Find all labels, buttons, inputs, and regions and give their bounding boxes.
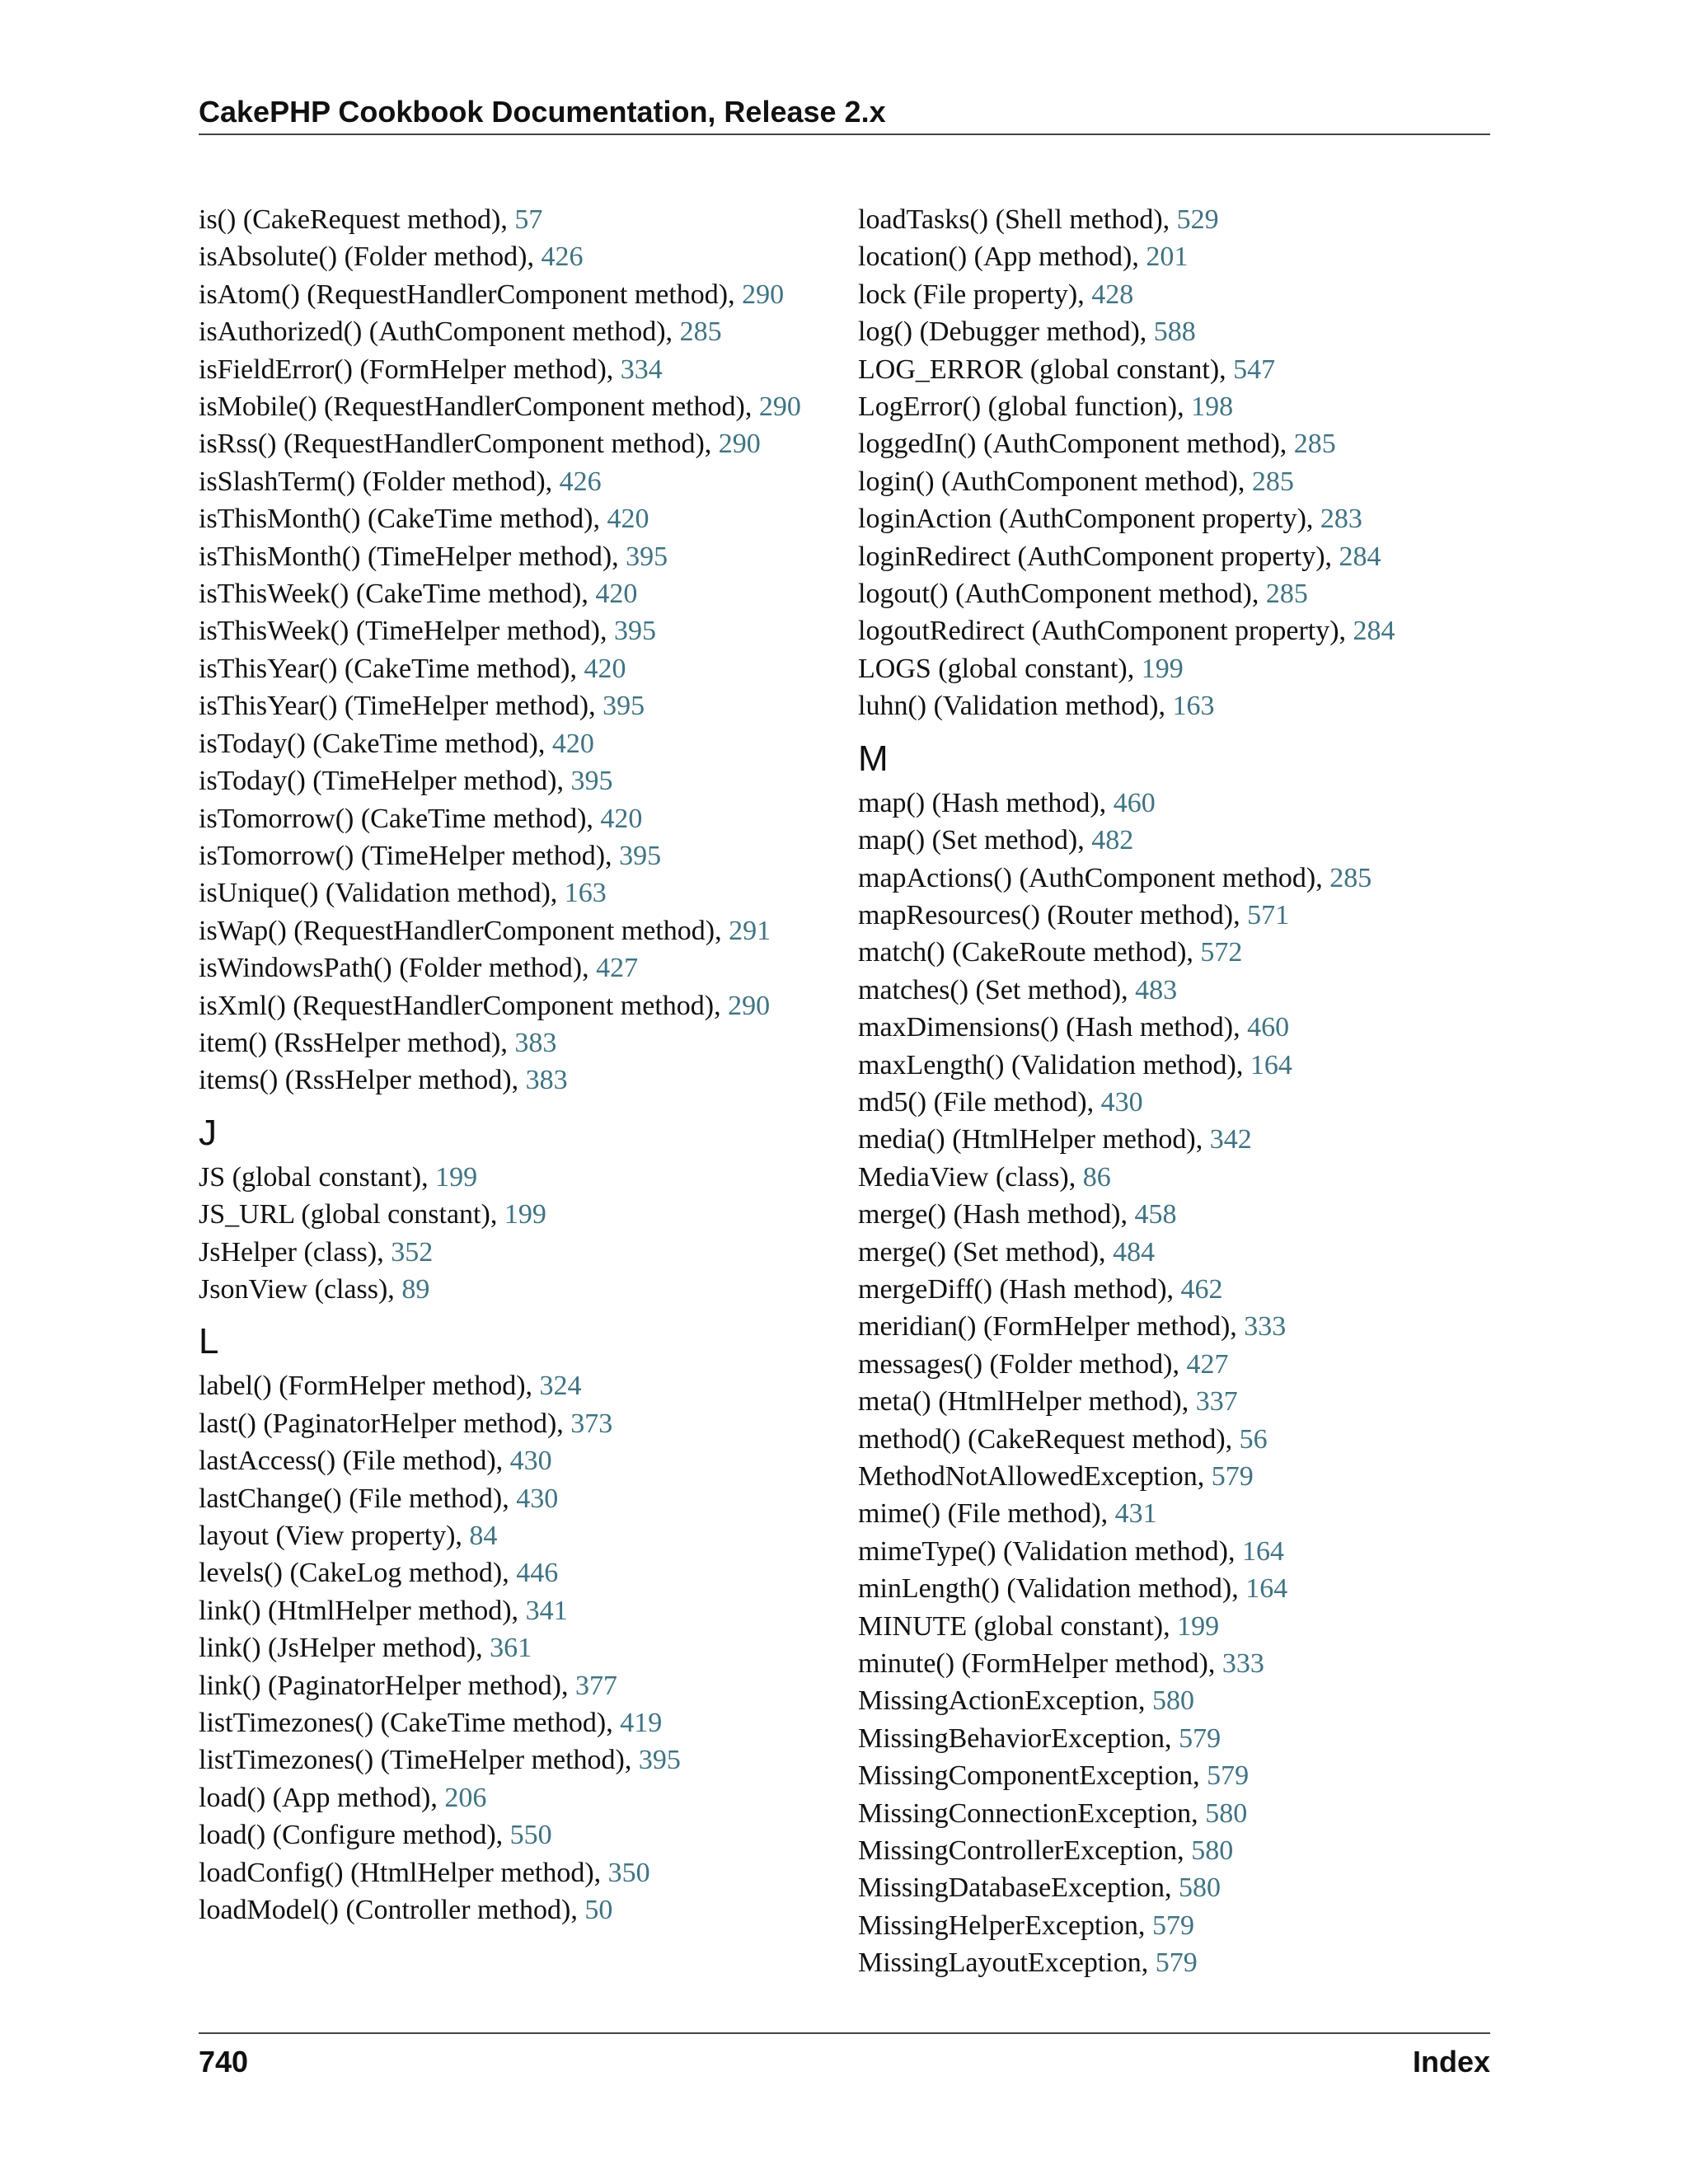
index-entry-term: isXml() (RequestHandlerComponent method),: [199, 990, 729, 1021]
index-entry-term: layout (View property),: [199, 1521, 470, 1551]
page-link[interactable]: 426: [559, 466, 602, 497]
index-entry-term: isUnique() (Validation method),: [199, 878, 565, 909]
index-entry-term: isThisMonth() (CakeTime method),: [199, 504, 607, 535]
page-link[interactable]: 458: [1134, 1199, 1177, 1230]
index-entry: [858, 1009, 1484, 1046]
page-link[interactable]: 484: [1113, 1236, 1156, 1268]
page-link[interactable]: 550: [509, 1820, 552, 1851]
index-column-right: [858, 201, 1484, 1982]
page-link[interactable]: 291: [729, 915, 771, 946]
index-letter-heading: M: [858, 738, 889, 779]
page-link[interactable]: 579: [1211, 1461, 1254, 1492]
index-entry-term: logoutRedirect (AuthComponent property),: [858, 616, 1353, 647]
page-link[interactable]: 50: [584, 1895, 613, 1926]
index-entry-term: isAuthorized() (AuthComponent method),: [199, 316, 680, 348]
index-entry: [858, 1907, 1484, 1944]
index-entry: [199, 201, 829, 238]
page-link[interactable]: 86: [1082, 1161, 1111, 1193]
index-entry: [858, 1832, 1484, 1869]
index-entry-term: map() (Hash method),: [858, 787, 1114, 818]
index-entry: [858, 1159, 1484, 1196]
index-entry-term: isMobile() (RequestHandlerComponent method),: [199, 391, 759, 423]
index-entry: [858, 1869, 1484, 1906]
page-link[interactable]: 284: [1353, 616, 1395, 647]
page-link[interactable]: 290: [742, 279, 785, 310]
index-entry-term: meridian() (FormHelper method),: [858, 1311, 1245, 1343]
page-number: 740: [199, 2045, 249, 2079]
index-entry: [199, 874, 829, 912]
page-link[interactable]: 580: [1179, 1872, 1221, 1904]
index-entry-term: MethodNotAllowedException,: [858, 1461, 1212, 1492]
index-entry-term: method() (CakeRequest method),: [858, 1423, 1240, 1455]
index-entry-term: md5() (File method),: [858, 1086, 1101, 1118]
index-entry: [199, 800, 829, 837]
index-entry-term: is() (CakeRequest method),: [199, 204, 515, 235]
index-entry-term: isFieldError() (FormHelper method),: [199, 354, 621, 385]
index-entry: [199, 1405, 829, 1442]
page-link[interactable]: 579: [1155, 1947, 1198, 1979]
index-entry-term: loginAction (AuthComponent property),: [858, 504, 1320, 535]
index-entry: [199, 463, 829, 500]
index-entry: [199, 1159, 829, 1196]
page-link[interactable]: 395: [619, 840, 662, 871]
index-entry: [858, 500, 1484, 537]
index-entry-term: items() (RssHelper method),: [199, 1065, 526, 1096]
page-link[interactable]: 428: [1091, 279, 1134, 310]
page-link[interactable]: 337: [1195, 1386, 1238, 1418]
index-entry: [199, 987, 829, 1024]
index-entry: [858, 1421, 1484, 1458]
index-entry: [199, 313, 829, 350]
page-link[interactable]: 547: [1233, 354, 1276, 385]
index-entry-term: label() (FormHelper method),: [199, 1371, 540, 1402]
index-entry-term: loginRedirect (AuthComponent property),: [858, 541, 1339, 572]
index-entry-term: isToday() (CakeTime method),: [199, 728, 552, 759]
page-link[interactable]: 446: [516, 1558, 559, 1589]
index-entry: [199, 1592, 829, 1629]
index-entry-term: levels() (CakeLog method),: [199, 1558, 517, 1589]
index-entry-term: loadConfig() (HtmlHelper method),: [199, 1857, 608, 1888]
page-link[interactable]: 341: [525, 1595, 568, 1626]
page-link[interactable]: 579: [1151, 1910, 1194, 1941]
index-entry: [858, 650, 1484, 687]
index-entry: [199, 725, 829, 762]
index-entry: [199, 1854, 829, 1891]
index-entry-term: loadTasks() (Shell method),: [858, 204, 1177, 235]
index-entry-term: mapActions() (AuthComponent method),: [858, 862, 1330, 893]
index-entry-term: logout() (AuthComponent method),: [858, 579, 1266, 610]
index-entry-term: matches() (Set method),: [858, 974, 1136, 1005]
index-entry-term: listTimezones() (TimeHelper method),: [199, 1745, 639, 1776]
index-entry-term: isTomorrow() (CakeTime method),: [199, 803, 601, 834]
page-link[interactable]: 350: [607, 1857, 650, 1888]
index-entry-term: location() (App method),: [858, 241, 1146, 273]
index-entry-term: isWap() (RequestHandlerComponent method),: [199, 915, 729, 946]
index-entry-term: isThisYear() (TimeHelper method),: [199, 691, 603, 722]
index-entry-term: merge() (Set method),: [858, 1236, 1114, 1268]
page-link[interactable]: 352: [391, 1236, 434, 1268]
index-entry-term: isAtom() (RequestHandlerComponent method),: [199, 279, 743, 310]
index-entry-term: meta() (HtmlHelper method),: [858, 1386, 1196, 1418]
index-entry-term: link() (PaginatorHelper method),: [199, 1670, 575, 1701]
page-link[interactable]: 283: [1320, 504, 1362, 535]
index-entry-term: MissingLayoutException,: [858, 1947, 1156, 1979]
index-entry-term: MissingActionException,: [858, 1685, 1152, 1717]
page-link[interactable]: 420: [595, 579, 638, 610]
page-link[interactable]: 580: [1191, 1835, 1234, 1867]
index-entry-term: JS (global constant),: [199, 1161, 436, 1193]
index-entry-term: MissingConnectionException,: [858, 1797, 1206, 1829]
index-entry-term: LogError() (global function),: [858, 391, 1192, 423]
index-entry-term: lastChange() (File method),: [199, 1483, 517, 1514]
index-entry: [199, 1024, 829, 1062]
index-entry: [858, 1795, 1484, 1832]
index-column-left: [199, 201, 829, 1929]
index-entry-term: isThisYear() (CakeTime method),: [199, 653, 584, 684]
page-link[interactable]: 383: [514, 1027, 557, 1058]
page-link[interactable]: 163: [1172, 691, 1215, 722]
index-entry-term: lastAccess() (File method),: [199, 1446, 510, 1477]
page-link[interactable]: 430: [509, 1446, 552, 1477]
page-link[interactable]: 164: [1245, 1573, 1288, 1605]
index-entry-term: load() (Configure method),: [199, 1820, 510, 1851]
index-entry: [858, 1682, 1484, 1719]
page-link[interactable]: 579: [1207, 1760, 1250, 1792]
page-link[interactable]: 529: [1176, 204, 1219, 235]
index-entry-term: isAbsolute() (Folder method),: [199, 241, 542, 273]
index-entry: [199, 1196, 829, 1233]
page-link[interactable]: 285: [679, 316, 722, 348]
index-entry-term: load() (App method),: [199, 1782, 445, 1813]
index-letter-heading: L: [199, 1321, 219, 1362]
page-link[interactable]: 199: [1177, 1610, 1220, 1642]
page-link[interactable]: 395: [570, 766, 613, 797]
page-link[interactable]: 426: [541, 241, 584, 273]
index-entry-term: map() (Set method),: [858, 825, 1092, 856]
index-entry-term: JsonView (class),: [199, 1273, 402, 1305]
index-entry-term: isRss() (RequestHandlerComponent method),: [199, 429, 719, 460]
page-link[interactable]: 430: [1100, 1086, 1143, 1118]
index-entry: [858, 425, 1484, 462]
page-link[interactable]: 89: [401, 1273, 430, 1305]
index-entry-term: MediaView (class),: [858, 1161, 1083, 1193]
page-link[interactable]: 206: [444, 1782, 487, 1813]
index-entry-term: log() (Debugger method),: [858, 316, 1154, 348]
index-entry: [858, 897, 1484, 934]
index-entry-term: minLength() (Validation method),: [858, 1573, 1246, 1605]
index-entry: [858, 1495, 1484, 1532]
index-entry: [858, 1720, 1484, 1757]
index-entry: [858, 1608, 1484, 1645]
page-link[interactable]: 290: [728, 990, 771, 1021]
page-link[interactable]: 199: [504, 1199, 546, 1230]
page-link[interactable]: 460: [1247, 1012, 1290, 1043]
index-entry-term: MissingControllerException,: [858, 1835, 1192, 1867]
index-entry: [199, 1704, 829, 1741]
page-link[interactable]: 334: [620, 354, 663, 385]
index-entry-term: MINUTE (global constant),: [858, 1610, 1178, 1642]
page-link[interactable]: 579: [1179, 1722, 1221, 1754]
page-link[interactable]: 483: [1135, 974, 1178, 1005]
index-entry-term: messages() (Folder method),: [858, 1348, 1187, 1380]
index-entry: [199, 612, 829, 649]
page-link[interactable]: 198: [1191, 391, 1234, 423]
index-entry: [858, 276, 1484, 313]
page-link[interactable]: 420: [584, 653, 626, 684]
index-entry: [858, 388, 1484, 425]
index-entry-term: maxLength() (Validation method),: [858, 1049, 1250, 1080]
index-entry: [199, 388, 829, 425]
index-entry: [199, 837, 829, 874]
index-entry: [858, 1533, 1484, 1570]
page-link[interactable]: 419: [620, 1708, 663, 1739]
index-entry: [199, 1816, 829, 1854]
index-entry: [199, 1271, 829, 1308]
index-entry-term: isThisWeek() (TimeHelper method),: [199, 616, 615, 647]
index-entry: [199, 762, 829, 799]
page-link[interactable]: 361: [490, 1633, 532, 1664]
index-entry: [199, 1554, 829, 1591]
page-link[interactable]: 420: [551, 728, 594, 759]
page-link[interactable]: 285: [1329, 862, 1372, 893]
index-letter-heading: J: [199, 1112, 217, 1153]
page-link[interactable]: 420: [600, 803, 643, 834]
page-link[interactable]: 430: [516, 1483, 559, 1514]
index-entry-term: last() (PaginatorHelper method),: [199, 1408, 571, 1439]
index-entry: [858, 313, 1484, 350]
page-link[interactable]: 342: [1209, 1124, 1252, 1155]
index-entry: [199, 1367, 829, 1404]
index-entry: [858, 1383, 1484, 1420]
index-entry: [199, 1779, 829, 1816]
page-link[interactable]: 462: [1180, 1273, 1223, 1305]
page-link[interactable]: 588: [1153, 316, 1196, 348]
index-entry-term: MissingComponentException,: [858, 1760, 1207, 1792]
index-entry-term: isToday() (TimeHelper method),: [199, 766, 571, 797]
page-link[interactable]: 420: [607, 504, 649, 535]
index-entry: [858, 1346, 1484, 1383]
index-entry: [199, 500, 829, 537]
index-entry-term: mime() (File method),: [858, 1498, 1115, 1530]
index-entry: [858, 1458, 1484, 1495]
index-entry: [858, 934, 1484, 971]
index-entry: [858, 1308, 1484, 1345]
index-entry-term: link() (JsHelper method),: [199, 1633, 490, 1664]
index-entry-term: MissingHelperException,: [858, 1910, 1152, 1941]
page-link[interactable]: 201: [1146, 241, 1189, 273]
page-link[interactable]: 199: [435, 1161, 478, 1193]
index-entry: [858, 1944, 1484, 1981]
index-entry-term: LOG_ERROR (global constant),: [858, 354, 1234, 385]
index-entry: [858, 238, 1484, 275]
page-link[interactable]: 482: [1091, 825, 1134, 856]
index-entry: [199, 1517, 829, 1554]
index-entry-term: maxDimensions() (Hash method),: [858, 1012, 1248, 1043]
index-entry-term: match() (CakeRoute method),: [858, 937, 1201, 968]
index-entry-term: mimeType() (Validation method),: [858, 1535, 1242, 1567]
index-entry: [199, 1442, 829, 1479]
index-entry-term: item() (RssHelper method),: [199, 1027, 515, 1058]
index-entry-term: mergeDiff() (Hash method),: [858, 1273, 1181, 1305]
index-entry: [858, 822, 1484, 859]
index-entry: [199, 238, 829, 275]
page-link[interactable]: 285: [1251, 466, 1294, 497]
page-link[interactable]: 395: [614, 616, 657, 647]
page-link[interactable]: 460: [1113, 787, 1156, 818]
index-entry: [858, 1121, 1484, 1158]
index-entry: [858, 351, 1484, 388]
index-entry-term: lock (File property),: [858, 279, 1092, 310]
section-name: Index: [1412, 2045, 1490, 2079]
index-entry: [199, 351, 829, 388]
index-entry-term: loadModel() (Controller method),: [199, 1895, 585, 1926]
index-entry-term: login() (AuthComponent method),: [858, 466, 1252, 497]
index-entry: [858, 538, 1484, 575]
page-link[interactable]: 395: [626, 541, 668, 572]
index-entry: [858, 1047, 1484, 1084]
index-entry: [199, 1629, 829, 1666]
page-link[interactable]: 333: [1221, 1648, 1264, 1680]
page-link[interactable]: 324: [539, 1371, 582, 1402]
page-link[interactable]: 57: [514, 204, 543, 235]
index-entry: [199, 1741, 829, 1779]
page-link[interactable]: 284: [1339, 541, 1381, 572]
index-entry-term: merge() (Hash method),: [858, 1199, 1135, 1230]
index-entry-term: JsHelper (class),: [199, 1236, 392, 1268]
index-entry-term: media() (HtmlHelper method),: [858, 1124, 1210, 1155]
page-link[interactable]: 572: [1200, 937, 1243, 968]
index-entry: [858, 972, 1484, 1009]
index-entry: [858, 785, 1484, 822]
index-entry: [199, 538, 829, 575]
index-entry: [199, 575, 829, 612]
index-entry-term: isThisWeek() (CakeTime method),: [199, 579, 596, 610]
index-entry: [858, 575, 1484, 612]
index-entry: [858, 1570, 1484, 1607]
document-title: CakePHP Cookbook Documentation, Release 2.x: [199, 95, 886, 129]
index-entry: [199, 1667, 829, 1704]
page-link[interactable]: 383: [525, 1065, 568, 1096]
index-entry-term: isTomorrow() (TimeHelper method),: [199, 840, 620, 871]
page-link[interactable]: 333: [1244, 1311, 1287, 1343]
index-entry-term: JS_URL (global constant),: [199, 1199, 504, 1230]
page-link[interactable]: 580: [1151, 1685, 1194, 1717]
page-link[interactable]: 199: [1141, 653, 1184, 684]
index-entry: [858, 463, 1484, 500]
page-link[interactable]: 56: [1239, 1423, 1268, 1455]
index-entry-term: minute() (FormHelper method),: [858, 1648, 1222, 1680]
index-entry: [858, 1271, 1484, 1308]
page-link[interactable]: 163: [564, 878, 607, 909]
page-link[interactable]: 290: [718, 429, 761, 460]
index-entry: [858, 1234, 1484, 1271]
index-entry: [199, 1062, 829, 1099]
page-link[interactable]: 373: [570, 1408, 613, 1439]
page-link[interactable]: 285: [1265, 579, 1308, 610]
index-entry: [199, 650, 829, 687]
index-entry-term: mapResources() (Router method),: [858, 899, 1248, 930]
index-entry-term: MissingDatabaseException,: [858, 1872, 1179, 1904]
page-link[interactable]: 395: [603, 691, 645, 722]
page-link[interactable]: 427: [1186, 1348, 1229, 1380]
page-link[interactable]: 571: [1247, 899, 1290, 930]
page-link[interactable]: 164: [1250, 1049, 1292, 1080]
index-entry-term: LOGS (global constant),: [858, 653, 1142, 684]
index-entry: [858, 687, 1484, 724]
index-entry: [858, 860, 1484, 897]
index-entry: [199, 1234, 829, 1271]
page-link[interactable]: 164: [1241, 1535, 1284, 1567]
index-entry-term: MissingBehaviorException,: [858, 1722, 1179, 1754]
index-entry: [858, 1084, 1484, 1121]
index-entry: [199, 276, 829, 313]
index-entry-term: isThisMonth() (TimeHelper method),: [199, 541, 626, 572]
page-footer: [199, 2032, 1490, 2090]
index-entry: [199, 687, 829, 724]
index-entry-term: loggedIn() (AuthComponent method),: [858, 429, 1294, 460]
index-entry: [199, 1891, 829, 1929]
page-link[interactable]: 395: [638, 1745, 681, 1776]
index-entry: [199, 949, 829, 987]
index-entry: [199, 1480, 829, 1517]
page-link[interactable]: 431: [1114, 1498, 1157, 1530]
index-entry: [858, 201, 1484, 238]
page-header: [199, 89, 1490, 135]
index-entry-term: isWindowsPath() (Folder method),: [199, 953, 597, 984]
page-link[interactable]: 580: [1205, 1797, 1248, 1829]
index-entry: [199, 912, 829, 949]
index-entry-term: luhn() (Validation method),: [858, 691, 1173, 722]
index-entry: [199, 425, 829, 462]
page-link[interactable]: 427: [596, 953, 639, 984]
index-entry: [858, 1645, 1484, 1682]
index-entry: [858, 1757, 1484, 1794]
page-link[interactable]: 377: [574, 1670, 617, 1701]
index-entry-term: listTimezones() (CakeTime method),: [199, 1708, 621, 1739]
index-entry-term: link() (HtmlHelper method),: [199, 1595, 526, 1626]
page-link[interactable]: 290: [758, 391, 801, 423]
index-entry: [858, 1196, 1484, 1233]
index-entry: [858, 612, 1484, 649]
page-link[interactable]: 84: [469, 1521, 498, 1551]
index-entry-term: isSlashTerm() (Folder method),: [199, 466, 560, 497]
page-link[interactable]: 285: [1293, 429, 1336, 460]
